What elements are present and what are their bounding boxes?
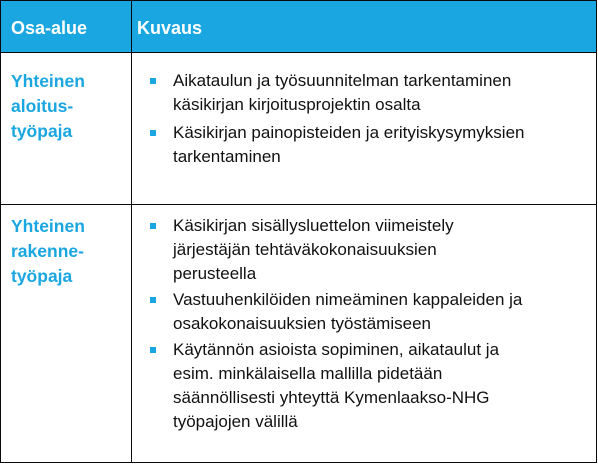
description-list-rakennetyopaja — [149, 214, 594, 434]
area-line: työpaja — [11, 121, 73, 141]
header-osa-alue: Osa-alue — [11, 18, 88, 38]
bullet-text-line: käsikirjan kirjoitusprojektin osalta — [173, 95, 421, 114]
list-item — [149, 288, 594, 336]
list-item — [149, 69, 594, 117]
bullet-square-icon — [150, 130, 156, 136]
bullet-text-line: Käsikirjan painopisteiden ja erityiskysymyksien — [173, 123, 525, 142]
bullet-square-icon — [150, 297, 156, 303]
bullet-square-icon — [150, 78, 156, 84]
area-line: aloitus- — [11, 96, 74, 116]
bullet-text-line: Käytännön asioista sopiminen, aikataulut ja — [173, 340, 500, 359]
column-divider — [131, 1, 132, 462]
row-divider — [1, 204, 596, 205]
bullet-text-line: Aikataulun ja työsuunnitelman tarkentaminen — [173, 71, 512, 90]
bullet-square-icon — [150, 347, 156, 353]
bullet-text-line: perusteella — [173, 264, 257, 283]
bullet-text-line: Käsikirjan sisällysluettelon viimeistely — [173, 216, 454, 235]
bullet-text-line: tarkentaminen — [173, 147, 281, 166]
description-list-aloitustyopaja — [149, 69, 594, 169]
area-cell-aloitustyopaja — [11, 69, 129, 144]
list-item — [149, 214, 594, 286]
table-header — [1, 1, 596, 53]
bullet-square-icon — [150, 223, 156, 229]
area-line: työpaja — [11, 266, 73, 286]
bullet-text-line: esim. minkälaisella mallilla pidetään — [173, 364, 443, 383]
list-item — [149, 338, 594, 434]
area-line: Yhteinen — [11, 216, 85, 236]
area-cell-rakennetyopaja — [11, 214, 129, 289]
area-line: rakenne- — [11, 241, 84, 261]
area-line: Yhteinen — [11, 71, 85, 91]
header-kuvaus: Kuvaus — [137, 18, 203, 38]
bullet-text-line: säännöllisesti yhteyttä Kymenlaakso-NHG — [173, 388, 490, 407]
bullet-text-line: työpajojen välillä — [173, 412, 298, 431]
bullet-text-line: Vastuuhenkilöiden nimeäminen kappaleiden ja — [173, 290, 523, 309]
list-item — [149, 121, 594, 169]
bullet-text-line: järjestäjän tehtäväkokonaisuuksien — [173, 240, 437, 259]
bullet-text-line: osakokonaisuuksien työstämiseen — [173, 314, 431, 333]
